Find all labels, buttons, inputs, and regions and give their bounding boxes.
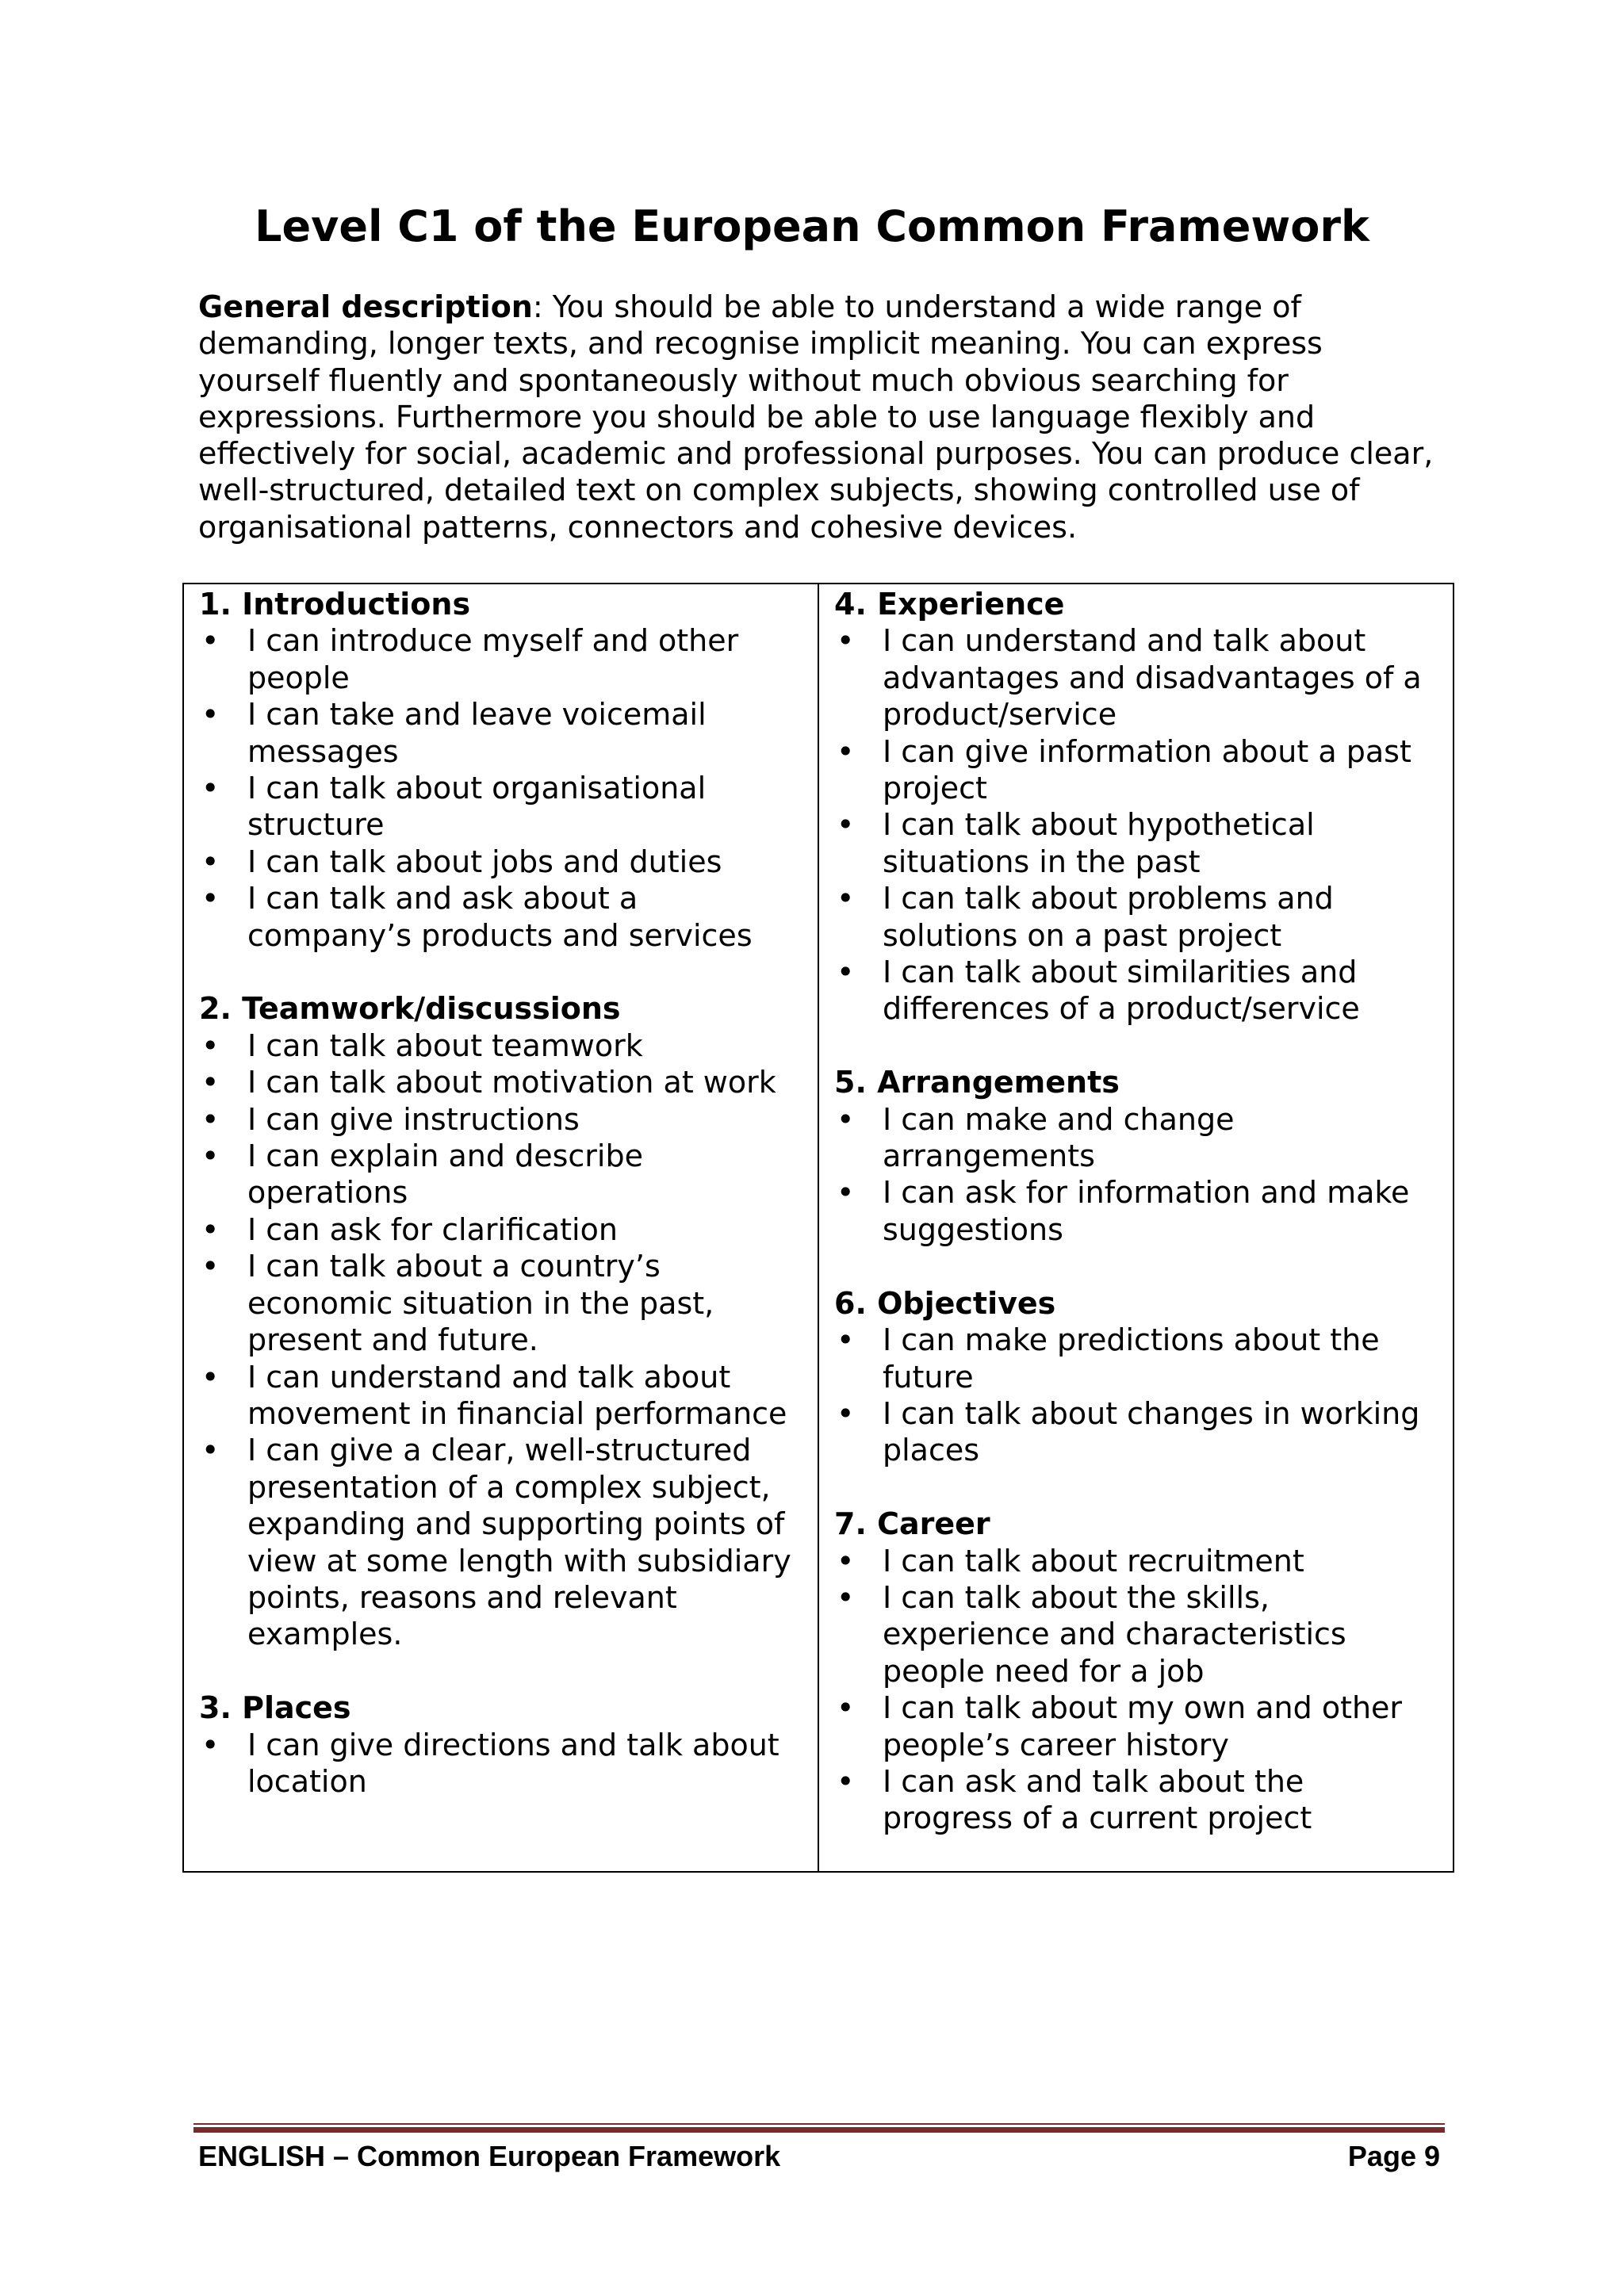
list-item: • I can talk about my own and other people’s career history [834, 1689, 1440, 1763]
bullet-list [834, 1543, 1440, 1837]
footer-divider-thin-line [193, 2123, 1445, 2125]
page-number: Page 9 [1347, 2140, 1440, 2172]
bullet-list [199, 622, 805, 954]
list-item: • I can introduce myself and other people [199, 622, 805, 696]
section-experience [834, 586, 1440, 1027]
bullet-list [199, 1727, 805, 1800]
section-places [199, 1689, 805, 1800]
list-item: • I can talk about problems and solutions on a past project [834, 880, 1440, 954]
list-item: • I can understand and talk about movement in financial performance [199, 1359, 805, 1433]
section-heading: 2. Teamwork/discussions [199, 991, 621, 1027]
footer-divider-thick-line [193, 2127, 1445, 2133]
list-item: • I can make predictions about the future [834, 1322, 1440, 1395]
general-description [198, 289, 1451, 545]
list-item: • I can take and leave voicemail messages [199, 696, 805, 770]
section-heading: 4. Experience [834, 587, 1065, 622]
list-item: • I can talk about jobs and duties [199, 844, 805, 880]
list-item: • I can understand and talk about advantages and disadvantages of a product/service [834, 622, 1440, 733]
section-arrangements [834, 1064, 1440, 1248]
list-item: • I can give a clear, well-structured presentation of a complex subject, expanding and supporting points of view at some length with subsidiary points, reasons and relevant examples. [199, 1432, 805, 1652]
list-item: • I can talk about teamwork [199, 1027, 805, 1064]
footer-title: ENGLISH – Common European Framework [198, 2140, 781, 2172]
list-item: • I can talk about recruitment [834, 1543, 1440, 1579]
section-teamwork [199, 990, 805, 1652]
list-item: • I can talk about motivation at work [199, 1064, 805, 1100]
list-item: • I can talk about a country’s economic situation in the past, present and future. [199, 1248, 805, 1358]
list-item: • I can talk about organisational structure [199, 770, 805, 844]
table-column-left [184, 584, 819, 1871]
page-title: Level C1 of the European Common Framework [255, 201, 1369, 251]
section-objectives [834, 1285, 1440, 1469]
can-do-table [182, 583, 1454, 1873]
list-item: • I can explain and describe operations [199, 1138, 805, 1211]
section-heading: 3. Places [199, 1690, 351, 1726]
list-item: • I can ask for clarification [199, 1211, 805, 1248]
bullet-list [199, 1027, 805, 1653]
list-item: • I can talk and ask about a company’s products and services [199, 880, 805, 954]
list-item: • I can give directions and talk about location [199, 1727, 805, 1800]
section-career [834, 1506, 1440, 1837]
bullet-list [834, 1322, 1440, 1469]
list-item: • I can give instructions [199, 1101, 805, 1138]
footer-divider [193, 2123, 1445, 2133]
bullet-list [834, 622, 1440, 1027]
section-heading: 5. Arrangements [834, 1065, 1120, 1100]
section-heading: 7. Career [834, 1506, 990, 1542]
description-lead: General description [198, 289, 533, 324]
list-item: • I can talk about changes in working places [834, 1395, 1440, 1469]
list-item: • I can give information about a past project [834, 733, 1440, 807]
list-item: • I can talk about similarities and differences of a product/service [834, 954, 1440, 1027]
section-heading: 6. Objectives [834, 1285, 1056, 1321]
description-text: : You should be able to understand a wide range of demanding, longer texts, and recognise implicit meaning. You can express yourself fluently and spontaneously without much obvious searching for expressions. Furthermore you should be able to use language flexibly and effectively for social, academic and professional purposes. You can produce clear, well-structured, detailed text on complex subjects, showing controlled use of organisational patterns, connectors and cohesive devices. [198, 289, 1434, 545]
table-column-right [819, 584, 1453, 1871]
list-item: • I can ask for information and make suggestions [834, 1174, 1440, 1248]
list-item: • I can talk about hypothetical situations in the past [834, 806, 1440, 880]
list-item: • I can make and change arrangements [834, 1101, 1440, 1175]
list-item: • I can talk about the skills, experience and characteristics people need for a job [834, 1579, 1440, 1689]
section-introductions [199, 586, 805, 954]
section-heading: 1. Introductions [199, 587, 471, 622]
bullet-list [834, 1101, 1440, 1249]
list-item: • I can ask and talk about the progress of a current project [834, 1763, 1440, 1837]
